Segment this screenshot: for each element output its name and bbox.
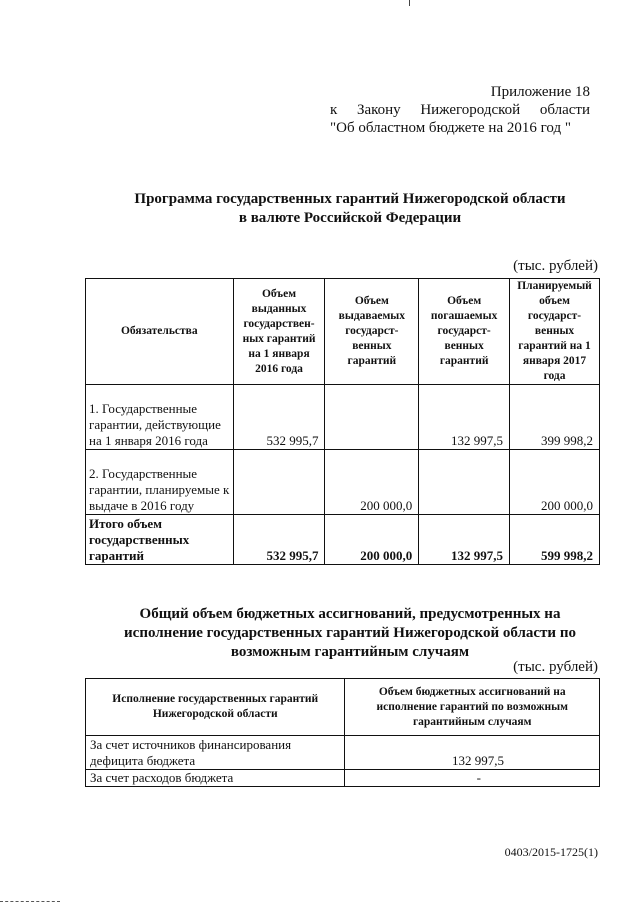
header-issued: Объем выдаваемых государст-венных гарантий [325, 279, 419, 385]
section2-units: (тыс. рублей) [513, 659, 598, 675]
table-row [86, 770, 600, 787]
allocations-header-row [86, 679, 600, 736]
row-label: Итого объем государственных гарантий [86, 515, 234, 565]
table-row [86, 450, 600, 515]
scan-edge-mark [0, 901, 60, 902]
row-label: 2. Государственные гарантии, планируемые к выдаче в 2016 году [86, 450, 234, 515]
cell-value [419, 450, 510, 515]
appendix-law-ref: к Закону Нижегородской области [330, 102, 590, 118]
appendix-heading [330, 83, 590, 137]
cell-value: 532 995,7 [233, 515, 325, 565]
table-total-row [86, 515, 600, 565]
section1-units: (тыс. рублей) [513, 258, 598, 274]
scan-mark [409, 0, 410, 6]
cell-value: 132 997,5 [419, 515, 510, 565]
section1-title: Программа государственных гарантий Нижегородской области в валюте Российской Федерации [134, 191, 566, 226]
cell-value: 200 000,0 [510, 450, 600, 515]
cell-value: 132 997,5 [345, 736, 600, 770]
cell-value: 599 998,2 [510, 515, 600, 565]
header-allocation-volume: Объем бюджетных ассигнований на исполнение гарантий по возможным гарантийным случаям [345, 679, 600, 736]
header-planned-end: Планируемый объем государст-венных гарантий на 1 января 2017 года [510, 279, 600, 385]
guarantees-table [85, 278, 600, 565]
row-label: 1. Государственные гарантии, действующие на 1 января 2016 года [86, 385, 234, 450]
guarantees-header-row [86, 279, 600, 385]
table-row [86, 736, 600, 770]
header-repaid: Объем погашаемых государст-венных гарантий [419, 279, 510, 385]
appendix-law-title: "Об областном бюджете на 2016 год " [330, 120, 571, 136]
cell-value: 399 998,2 [510, 385, 600, 450]
cell-value: 532 995,7 [233, 385, 325, 450]
cell-value: 200 000,0 [325, 450, 419, 515]
table-row [86, 385, 600, 450]
appendix-number: Приложение 18 [490, 84, 590, 100]
cell-value: 132 997,5 [419, 385, 510, 450]
allocations-table [85, 678, 600, 787]
row-label: За счет источников финансирования дефицита бюджета [86, 736, 345, 770]
header-obligations: Обязательства [86, 279, 234, 385]
cell-value [233, 450, 325, 515]
cell-value: - [345, 770, 600, 787]
section2-title: Общий объем бюджетных ассигнований, предусмотренных на исполнение государственных гарантий Нижегородской области по возможным гарантийным случаям [124, 606, 576, 660]
cell-value [325, 385, 419, 450]
cell-value: 200 000,0 [325, 515, 419, 565]
row-label: За счет расходов бюджета [86, 770, 345, 787]
header-issued-start: Объем выданных государствен-ных гарантий на 1 января 2016 года [233, 279, 325, 385]
document-code: 0403/2015-1725(1) [504, 845, 598, 859]
header-execution: Исполнение государственных гарантий Нижегородской области [86, 679, 345, 736]
